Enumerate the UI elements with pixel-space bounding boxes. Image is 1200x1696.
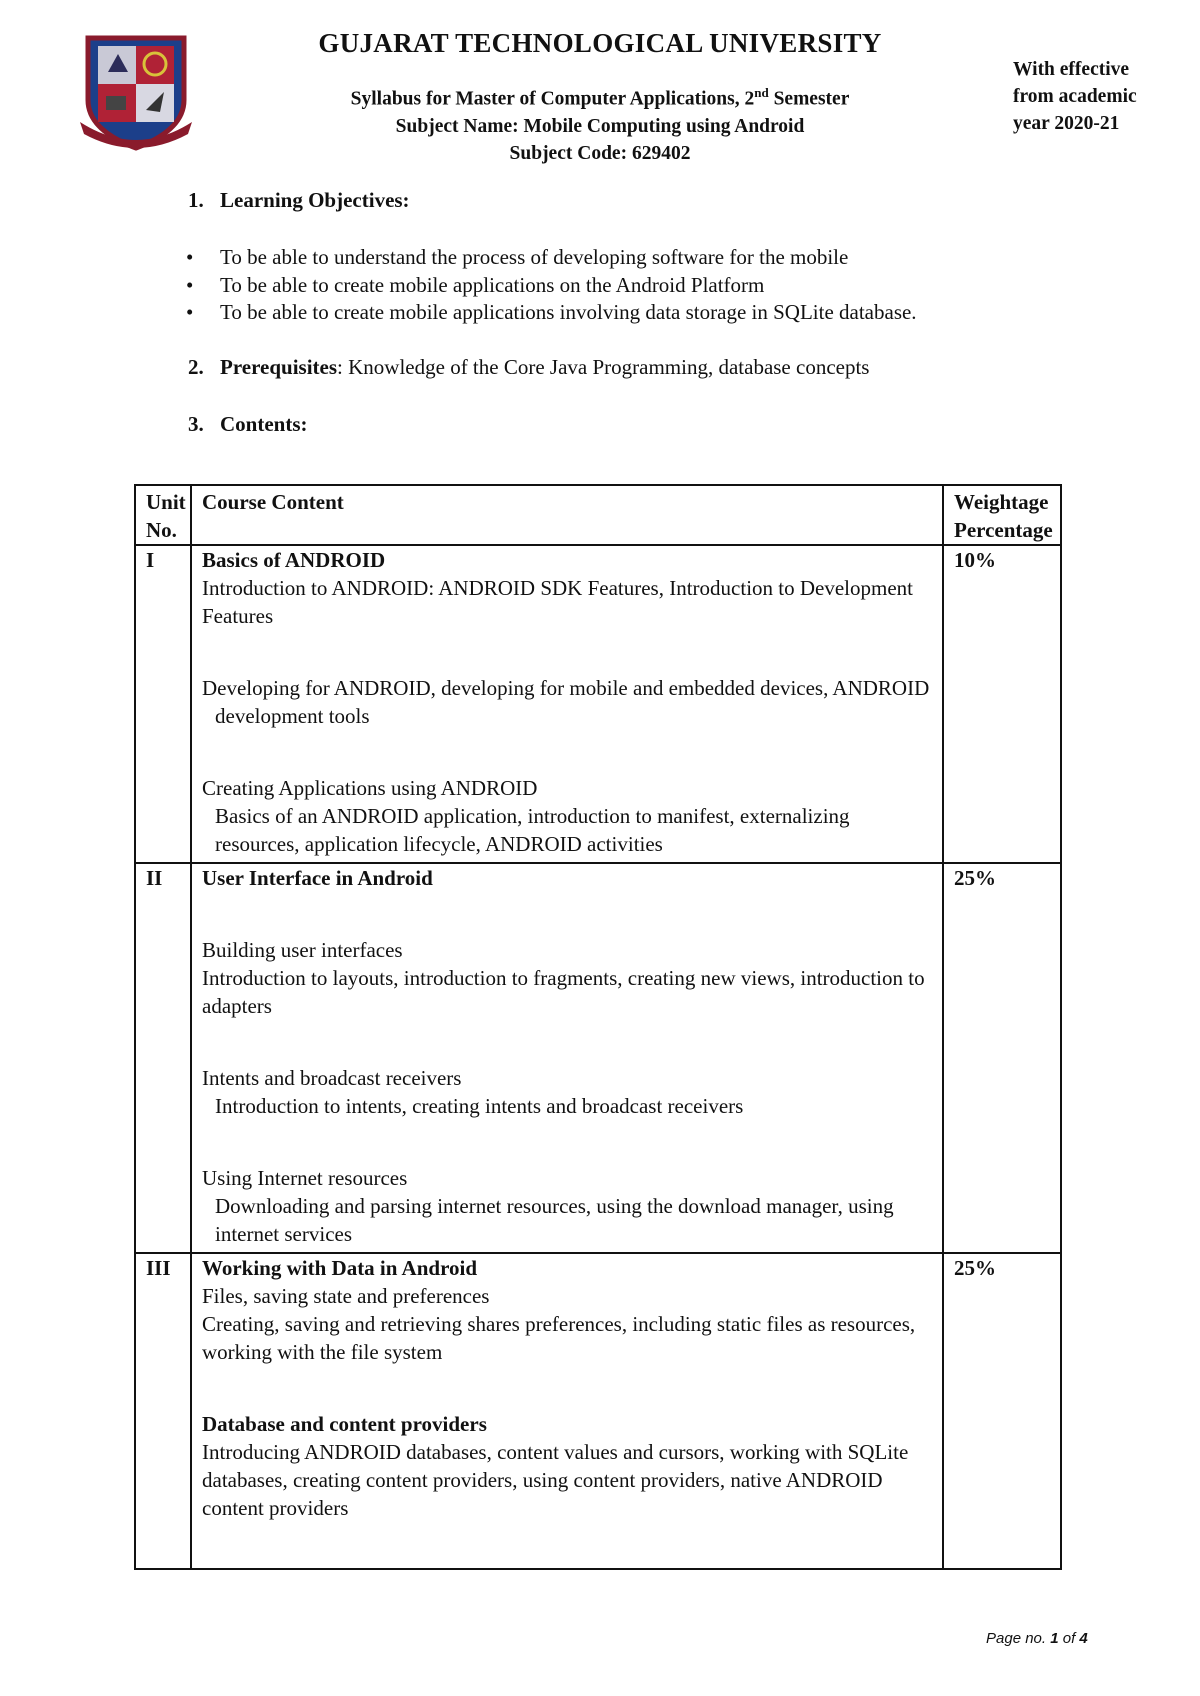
subject-header xyxy=(260,79,940,167)
section-title: Contents: xyxy=(220,412,308,436)
section-title: Learning Objectives: xyxy=(220,188,410,212)
table-row xyxy=(135,863,1061,1253)
effective-line-1: With effective xyxy=(1013,59,1130,80)
objective-item: • To be able to create mobile applications involving data storage in SQLite database. xyxy=(180,299,917,327)
topic-text: Basics of an ANDROID application, introduction to manifest, externalizing resources, application lifecycle, ANDROID activities xyxy=(215,804,850,856)
topic-text: Downloading and parsing internet resources, using the download manager, using internet services xyxy=(215,1194,894,1246)
unit-number: III xyxy=(135,1253,191,1569)
course-content-table xyxy=(134,484,1062,1570)
objective-item: • To be able to create mobile applications on the Android Platform xyxy=(180,272,917,300)
topic-text: Introduction to intents, creating intents and broadcast receivers xyxy=(215,1094,744,1118)
table-header-row xyxy=(135,485,1061,545)
section-number: 2. xyxy=(188,355,204,379)
gtu-crest-logo-icon xyxy=(74,30,198,154)
learning-objectives-heading xyxy=(188,188,410,213)
unit-content xyxy=(191,545,943,863)
syllabus-sup: nd xyxy=(754,85,769,100)
topic-heading: Files, saving state and preferences xyxy=(202,1284,490,1308)
topic-text: Creating, saving and retrieving shares preferences, including static files as resources, working with the file system xyxy=(202,1312,916,1364)
unit-number: I xyxy=(135,545,191,863)
unit-number: II xyxy=(135,863,191,1253)
objectives-list xyxy=(180,244,917,327)
prerequisites-heading xyxy=(188,355,869,380)
topic-text: Developing for ANDROID, developing for mobile and embedded devices, ANDROID development tools xyxy=(202,676,930,728)
syllabus-prefix: Syllabus for Master of Computer Applications, 2 xyxy=(350,88,755,110)
effective-line-2: from academic xyxy=(1013,86,1137,107)
weightage-value: 25% xyxy=(943,1253,1061,1569)
topic-text: Introduction to ANDROID: ANDROID SDK Features, Introduction to Development Features xyxy=(202,576,913,628)
university-title: GUJARAT TECHNOLOGICAL UNIVERSITY xyxy=(318,28,882,58)
header-unit-no: Unit No. xyxy=(135,485,191,545)
header-weightage: Weightage Percentage xyxy=(943,485,1061,545)
topic-heading: Building user interfaces xyxy=(202,938,403,962)
unit-content xyxy=(191,863,943,1253)
topic-heading: Creating Applications using ANDROID xyxy=(202,776,538,800)
section-title: Prerequisites xyxy=(220,355,338,379)
syllabus-suffix: Semester xyxy=(768,88,850,110)
page-current: 1 xyxy=(1050,1630,1059,1647)
effective-year-note xyxy=(1013,56,1137,137)
header-course-content: Course Content xyxy=(191,485,943,545)
subject-code: Subject Code: 629402 xyxy=(509,142,691,164)
prerequisites-text: : Knowledge of the Core Java Programming, database concepts xyxy=(337,355,870,379)
effective-line-3: year 2020-21 xyxy=(1013,113,1120,134)
topic-text: Introduction to layouts, introduction to fragments, creating new views, introduction to adapters xyxy=(202,966,925,1018)
contents-heading xyxy=(188,412,308,437)
section-number: 3. xyxy=(188,412,204,436)
unit-content xyxy=(191,1253,943,1569)
table-row xyxy=(135,1253,1061,1569)
topic-text: Introducing ANDROID databases, content values and cursors, working with SQLite databases, creating content providers, using content providers, native ANDROID content providers xyxy=(202,1440,909,1520)
weightage-value: 25% xyxy=(943,863,1061,1253)
topic-heading: Intents and broadcast receivers xyxy=(202,1066,462,1090)
weightage-value: 10% xyxy=(943,545,1061,863)
page-of: of xyxy=(1058,1630,1080,1647)
objective-item: • To be able to understand the process of developing software for the mobile xyxy=(180,244,917,272)
page-total: 4 xyxy=(1079,1630,1088,1647)
topic-heading: Using Internet resources xyxy=(202,1166,408,1190)
topic-heading: Database and content providers xyxy=(202,1412,487,1436)
subject-name: Subject Name: Mobile Computing using Android xyxy=(395,115,805,137)
page-prefix: Page no. xyxy=(986,1630,1051,1647)
syllabus-line xyxy=(260,79,940,113)
unit-title: User Interface in Android xyxy=(202,866,433,890)
section-number: 1. xyxy=(188,188,204,212)
page-number xyxy=(986,1630,1088,1647)
unit-title: Working with Data in Android xyxy=(202,1256,478,1280)
table-row xyxy=(135,545,1061,863)
unit-title: Basics of ANDROID xyxy=(202,548,386,572)
